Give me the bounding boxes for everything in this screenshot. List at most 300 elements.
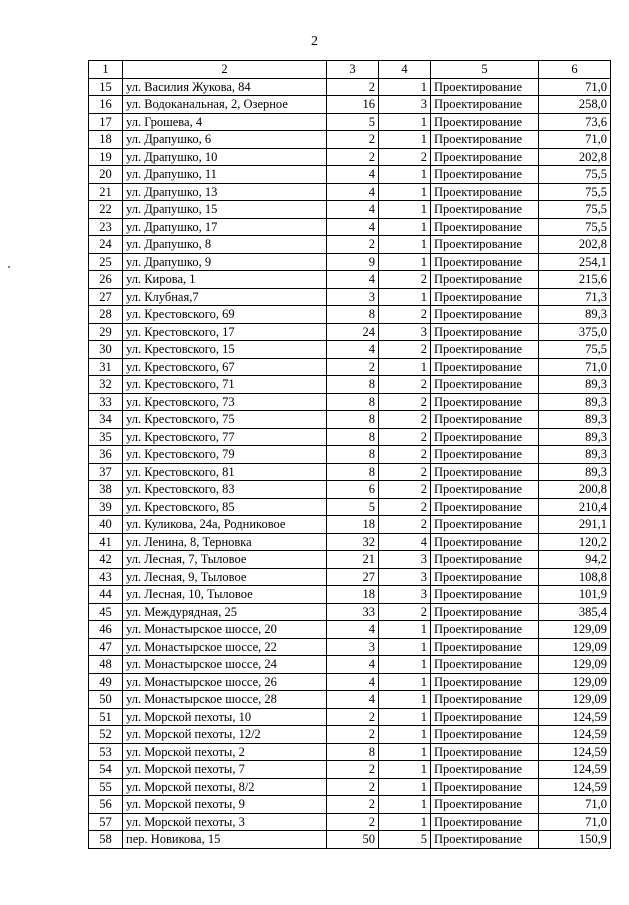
address-cell: ул. Драпушко, 6 xyxy=(123,131,327,149)
amount-cell: 89,3 xyxy=(539,306,611,324)
col4-value-cell: 1 xyxy=(379,78,431,96)
stage-cell: Проектирование xyxy=(431,603,539,621)
amount-cell: 210,4 xyxy=(539,498,611,516)
row-number-cell: 17 xyxy=(89,113,123,131)
col4-value-cell: 1 xyxy=(379,166,431,184)
col4-value-cell: 1 xyxy=(379,778,431,796)
address-cell: ул. Крестовского, 69 xyxy=(123,306,327,324)
col4-value-cell: 1 xyxy=(379,253,431,271)
stage-cell: Проектирование xyxy=(431,568,539,586)
col3-value-cell: 2 xyxy=(327,761,379,779)
stage-cell: Проектирование xyxy=(431,691,539,709)
row-number-cell: 58 xyxy=(89,831,123,849)
address-cell: ул. Василия Жукова, 84 xyxy=(123,78,327,96)
col4-value-cell: 1 xyxy=(379,218,431,236)
col3-value-cell: 50 xyxy=(327,831,379,849)
amount-cell: 375,0 xyxy=(539,323,611,341)
col4-value-cell: 1 xyxy=(379,183,431,201)
col3-value-cell: 3 xyxy=(327,638,379,656)
table-row xyxy=(89,113,611,131)
stage-cell: Проектирование xyxy=(431,708,539,726)
col4-value-cell: 1 xyxy=(379,113,431,131)
stage-cell: Проектирование xyxy=(431,813,539,831)
address-cell: пер. Новикова, 15 xyxy=(123,831,327,849)
stage-cell: Проектирование xyxy=(431,148,539,166)
row-number-cell: 29 xyxy=(89,323,123,341)
row-number-cell: 18 xyxy=(89,131,123,149)
col4-value-cell: 2 xyxy=(379,341,431,359)
address-cell: ул. Крестовского, 83 xyxy=(123,481,327,499)
table-row xyxy=(89,288,611,306)
col3-value-cell: 8 xyxy=(327,411,379,429)
row-number-cell: 42 xyxy=(89,551,123,569)
stage-cell: Проектирование xyxy=(431,166,539,184)
col3-value-cell: 33 xyxy=(327,603,379,621)
column-header: 5 xyxy=(431,61,539,79)
address-cell: ул. Лесная, 9, Тыловое xyxy=(123,568,327,586)
row-number-cell: 20 xyxy=(89,166,123,184)
address-cell: ул. Крестовского, 77 xyxy=(123,428,327,446)
col4-value-cell: 2 xyxy=(379,498,431,516)
table-row xyxy=(89,481,611,499)
col3-value-cell: 9 xyxy=(327,253,379,271)
table-row xyxy=(89,358,611,376)
col3-value-cell: 3 xyxy=(327,288,379,306)
amount-cell: 89,3 xyxy=(539,393,611,411)
stage-cell: Проектирование xyxy=(431,428,539,446)
address-cell: ул. Морской пехоты, 12/2 xyxy=(123,726,327,744)
table-row xyxy=(89,796,611,814)
table-body xyxy=(89,78,611,848)
table-row xyxy=(89,691,611,709)
table-row xyxy=(89,428,611,446)
amount-cell: 71,0 xyxy=(539,813,611,831)
row-number-cell: 15 xyxy=(89,78,123,96)
stage-cell: Проектирование xyxy=(431,498,539,516)
amount-cell: 129,09 xyxy=(539,673,611,691)
table-row xyxy=(89,96,611,114)
col3-value-cell: 2 xyxy=(327,726,379,744)
row-number-cell: 37 xyxy=(89,463,123,481)
amount-cell: 75,5 xyxy=(539,183,611,201)
amount-cell: 129,09 xyxy=(539,638,611,656)
stage-cell: Проектирование xyxy=(431,796,539,814)
amount-cell: 75,5 xyxy=(539,341,611,359)
col3-value-cell: 4 xyxy=(327,341,379,359)
address-cell: ул. Грошева, 4 xyxy=(123,113,327,131)
row-number-cell: 32 xyxy=(89,376,123,394)
column-header: 6 xyxy=(539,61,611,79)
table-row xyxy=(89,621,611,639)
row-number-cell: 41 xyxy=(89,533,123,551)
col3-value-cell: 4 xyxy=(327,183,379,201)
stage-cell: Проектирование xyxy=(431,463,539,481)
col4-value-cell: 1 xyxy=(379,691,431,709)
amount-cell: 94,2 xyxy=(539,551,611,569)
table-row xyxy=(89,708,611,726)
col3-value-cell: 6 xyxy=(327,481,379,499)
col4-value-cell: 2 xyxy=(379,463,431,481)
column-header: 4 xyxy=(379,61,431,79)
col4-value-cell: 1 xyxy=(379,726,431,744)
table-row xyxy=(89,271,611,289)
row-number-cell: 48 xyxy=(89,656,123,674)
address-cell: ул. Монастырское шоссе, 26 xyxy=(123,673,327,691)
col4-value-cell: 1 xyxy=(379,761,431,779)
address-cell: ул. Монастырское шоссе, 22 xyxy=(123,638,327,656)
table-row xyxy=(89,148,611,166)
row-number-cell: 46 xyxy=(89,621,123,639)
col4-value-cell: 2 xyxy=(379,603,431,621)
col4-value-cell: 2 xyxy=(379,148,431,166)
col4-value-cell: 1 xyxy=(379,656,431,674)
col4-value-cell: 5 xyxy=(379,831,431,849)
row-number-cell: 43 xyxy=(89,568,123,586)
amount-cell: 258,0 xyxy=(539,96,611,114)
row-number-cell: 27 xyxy=(89,288,123,306)
stage-cell: Проектирование xyxy=(431,673,539,691)
col4-value-cell: 3 xyxy=(379,96,431,114)
row-number-cell: 35 xyxy=(89,428,123,446)
table-row xyxy=(89,568,611,586)
table-row xyxy=(89,323,611,341)
address-cell: ул. Монастырское шоссе, 28 xyxy=(123,691,327,709)
amount-cell: 254,1 xyxy=(539,253,611,271)
stage-cell: Проектирование xyxy=(431,218,539,236)
row-number-cell: 31 xyxy=(89,358,123,376)
col4-value-cell: 2 xyxy=(379,306,431,324)
amount-cell: 75,5 xyxy=(539,166,611,184)
amount-cell: 291,1 xyxy=(539,516,611,534)
col3-value-cell: 2 xyxy=(327,358,379,376)
table-row xyxy=(89,533,611,551)
table-row xyxy=(89,306,611,324)
col3-value-cell: 2 xyxy=(327,778,379,796)
row-number-cell: 22 xyxy=(89,201,123,219)
table-row xyxy=(89,673,611,691)
amount-cell: 101,9 xyxy=(539,586,611,604)
stage-cell: Проектирование xyxy=(431,393,539,411)
table-row xyxy=(89,236,611,254)
col4-value-cell: 2 xyxy=(379,428,431,446)
col4-value-cell: 3 xyxy=(379,568,431,586)
row-number-cell: 53 xyxy=(89,743,123,761)
col4-value-cell: 2 xyxy=(379,376,431,394)
row-number-cell: 21 xyxy=(89,183,123,201)
col3-value-cell: 2 xyxy=(327,796,379,814)
stage-cell: Проектирование xyxy=(431,271,539,289)
stage-cell: Проектирование xyxy=(431,113,539,131)
col4-value-cell: 2 xyxy=(379,481,431,499)
col3-value-cell: 4 xyxy=(327,271,379,289)
address-cell: ул. Кирова, 1 xyxy=(123,271,327,289)
col3-value-cell: 5 xyxy=(327,113,379,131)
stage-cell: Проектирование xyxy=(431,288,539,306)
stage-cell: Проектирование xyxy=(431,78,539,96)
row-number-cell: 38 xyxy=(89,481,123,499)
address-cell: ул. Крестовского, 71 xyxy=(123,376,327,394)
col3-value-cell: 2 xyxy=(327,708,379,726)
address-cell: ул. Междурядная, 25 xyxy=(123,603,327,621)
stage-cell: Проектирование xyxy=(431,481,539,499)
table-row xyxy=(89,446,611,464)
row-number-cell: 26 xyxy=(89,271,123,289)
amount-cell: 124,59 xyxy=(539,726,611,744)
row-number-cell: 51 xyxy=(89,708,123,726)
address-cell: ул. Монастырское шоссе, 20 xyxy=(123,621,327,639)
amount-cell: 89,3 xyxy=(539,463,611,481)
row-number-cell: 40 xyxy=(89,516,123,534)
table-row xyxy=(89,831,611,849)
column-header: 3 xyxy=(327,61,379,79)
row-number-cell: 30 xyxy=(89,341,123,359)
col4-value-cell: 1 xyxy=(379,201,431,219)
table-row xyxy=(89,586,611,604)
address-cell: ул. Драпушко, 10 xyxy=(123,148,327,166)
address-cell: ул. Драпушко, 17 xyxy=(123,218,327,236)
row-number-cell: 16 xyxy=(89,96,123,114)
col3-value-cell: 4 xyxy=(327,673,379,691)
col4-value-cell: 3 xyxy=(379,586,431,604)
col4-value-cell: 1 xyxy=(379,708,431,726)
header-row xyxy=(89,61,611,79)
table-row xyxy=(89,778,611,796)
col3-value-cell: 2 xyxy=(327,813,379,831)
amount-cell: 202,8 xyxy=(539,148,611,166)
col4-value-cell: 2 xyxy=(379,411,431,429)
col4-value-cell: 1 xyxy=(379,131,431,149)
table-row xyxy=(89,183,611,201)
col4-value-cell: 2 xyxy=(379,271,431,289)
amount-cell: 89,3 xyxy=(539,428,611,446)
stage-cell: Проектирование xyxy=(431,638,539,656)
row-number-cell: 28 xyxy=(89,306,123,324)
scan-speck xyxy=(8,266,10,268)
stage-cell: Проектирование xyxy=(431,306,539,324)
stage-cell: Проектирование xyxy=(431,131,539,149)
col3-value-cell: 18 xyxy=(327,516,379,534)
column-header: 2 xyxy=(123,61,327,79)
col3-value-cell: 2 xyxy=(327,148,379,166)
address-cell: ул. Морской пехоты, 9 xyxy=(123,796,327,814)
col3-value-cell: 8 xyxy=(327,428,379,446)
address-cell: ул. Клубная,7 xyxy=(123,288,327,306)
table-row xyxy=(89,411,611,429)
amount-cell: 124,59 xyxy=(539,743,611,761)
col4-value-cell: 1 xyxy=(379,288,431,306)
stage-cell: Проектирование xyxy=(431,516,539,534)
row-number-cell: 50 xyxy=(89,691,123,709)
table-row xyxy=(89,603,611,621)
col3-value-cell: 4 xyxy=(327,656,379,674)
stage-cell: Проектирование xyxy=(431,411,539,429)
address-cell: ул. Крестовского, 67 xyxy=(123,358,327,376)
table-row xyxy=(89,218,611,236)
stage-cell: Проектирование xyxy=(431,586,539,604)
amount-cell: 73,6 xyxy=(539,113,611,131)
row-number-cell: 34 xyxy=(89,411,123,429)
stage-cell: Проектирование xyxy=(431,358,539,376)
stage-cell: Проектирование xyxy=(431,341,539,359)
row-number-cell: 39 xyxy=(89,498,123,516)
address-cell: ул. Драпушко, 15 xyxy=(123,201,327,219)
amount-cell: 75,5 xyxy=(539,201,611,219)
table-row xyxy=(89,341,611,359)
stage-cell: Проектирование xyxy=(431,253,539,271)
col3-value-cell: 8 xyxy=(327,393,379,411)
table-row xyxy=(89,131,611,149)
stage-cell: Проектирование xyxy=(431,201,539,219)
row-number-cell: 56 xyxy=(89,796,123,814)
address-cell: ул. Крестовского, 17 xyxy=(123,323,327,341)
col3-value-cell: 8 xyxy=(327,446,379,464)
col4-value-cell: 1 xyxy=(379,743,431,761)
amount-cell: 202,8 xyxy=(539,236,611,254)
address-cell: ул. Крестовского, 15 xyxy=(123,341,327,359)
address-cell: ул. Крестовского, 85 xyxy=(123,498,327,516)
table-row xyxy=(89,761,611,779)
col3-value-cell: 5 xyxy=(327,498,379,516)
col3-value-cell: 2 xyxy=(327,78,379,96)
amount-cell: 150,9 xyxy=(539,831,611,849)
col4-value-cell: 3 xyxy=(379,551,431,569)
col4-value-cell: 2 xyxy=(379,516,431,534)
col4-value-cell: 1 xyxy=(379,358,431,376)
stage-cell: Проектирование xyxy=(431,96,539,114)
address-cell: ул. Морской пехоты, 8/2 xyxy=(123,778,327,796)
row-number-cell: 23 xyxy=(89,218,123,236)
stage-cell: Проектирование xyxy=(431,621,539,639)
col3-value-cell: 18 xyxy=(327,586,379,604)
col3-value-cell: 4 xyxy=(327,691,379,709)
row-number-cell: 25 xyxy=(89,253,123,271)
page-number: 2 xyxy=(311,34,318,49)
col3-value-cell: 24 xyxy=(327,323,379,341)
table-row xyxy=(89,498,611,516)
col3-value-cell: 32 xyxy=(327,533,379,551)
stage-cell: Проектирование xyxy=(431,551,539,569)
amount-cell: 71,0 xyxy=(539,131,611,149)
row-number-cell: 57 xyxy=(89,813,123,831)
col3-value-cell: 16 xyxy=(327,96,379,114)
table-row xyxy=(89,393,611,411)
amount-cell: 129,09 xyxy=(539,656,611,674)
table-row xyxy=(89,201,611,219)
amount-cell: 215,6 xyxy=(539,271,611,289)
col3-value-cell: 4 xyxy=(327,201,379,219)
col4-value-cell: 2 xyxy=(379,393,431,411)
col3-value-cell: 21 xyxy=(327,551,379,569)
address-cell: ул. Драпушко, 8 xyxy=(123,236,327,254)
col3-value-cell: 2 xyxy=(327,236,379,254)
row-number-cell: 47 xyxy=(89,638,123,656)
col4-value-cell: 2 xyxy=(379,446,431,464)
row-number-cell: 19 xyxy=(89,148,123,166)
table-row xyxy=(89,166,611,184)
table-row xyxy=(89,638,611,656)
address-cell: ул. Ленина, 8, Терновка xyxy=(123,533,327,551)
stage-cell: Проектирование xyxy=(431,446,539,464)
col4-value-cell: 1 xyxy=(379,236,431,254)
address-cell: ул. Крестовского, 79 xyxy=(123,446,327,464)
col4-value-cell: 1 xyxy=(379,673,431,691)
stage-cell: Проектирование xyxy=(431,743,539,761)
col4-value-cell: 3 xyxy=(379,323,431,341)
address-cell: ул. Монастырское шоссе, 24 xyxy=(123,656,327,674)
address-cell: ул. Лесная, 10, Тыловое xyxy=(123,586,327,604)
stage-cell: Проектирование xyxy=(431,726,539,744)
row-number-cell: 33 xyxy=(89,393,123,411)
amount-cell: 71,3 xyxy=(539,288,611,306)
address-cell: ул. Морской пехоты, 2 xyxy=(123,743,327,761)
amount-cell: 124,59 xyxy=(539,708,611,726)
row-number-cell: 36 xyxy=(89,446,123,464)
col3-value-cell: 4 xyxy=(327,166,379,184)
row-number-cell: 45 xyxy=(89,603,123,621)
address-cell: ул. Крестовского, 75 xyxy=(123,411,327,429)
amount-cell: 129,09 xyxy=(539,691,611,709)
table-row xyxy=(89,551,611,569)
amount-cell: 124,59 xyxy=(539,778,611,796)
col3-value-cell: 4 xyxy=(327,621,379,639)
amount-cell: 89,3 xyxy=(539,411,611,429)
amount-cell: 71,0 xyxy=(539,358,611,376)
col4-value-cell: 1 xyxy=(379,813,431,831)
row-number-cell: 55 xyxy=(89,778,123,796)
address-cell: ул. Драпушко, 9 xyxy=(123,253,327,271)
row-number-cell: 52 xyxy=(89,726,123,744)
stage-cell: Проектирование xyxy=(431,183,539,201)
col4-value-cell: 1 xyxy=(379,621,431,639)
table-row xyxy=(89,813,611,831)
row-number-cell: 44 xyxy=(89,586,123,604)
amount-cell: 129,09 xyxy=(539,621,611,639)
address-cell: ул. Крестовского, 73 xyxy=(123,393,327,411)
col3-value-cell: 27 xyxy=(327,568,379,586)
address-cell: ул. Водоканальная, 2, Озерное xyxy=(123,96,327,114)
stage-cell: Проектирование xyxy=(431,323,539,341)
amount-cell: 385,4 xyxy=(539,603,611,621)
col3-value-cell: 4 xyxy=(327,218,379,236)
amount-cell: 89,3 xyxy=(539,446,611,464)
amount-cell: 108,8 xyxy=(539,568,611,586)
col3-value-cell: 8 xyxy=(327,463,379,481)
row-number-cell: 49 xyxy=(89,673,123,691)
stage-cell: Проектирование xyxy=(431,236,539,254)
stage-cell: Проектирование xyxy=(431,376,539,394)
table-row xyxy=(89,78,611,96)
col3-value-cell: 8 xyxy=(327,743,379,761)
stage-cell: Проектирование xyxy=(431,778,539,796)
amount-cell: 120,2 xyxy=(539,533,611,551)
amount-cell: 200,8 xyxy=(539,481,611,499)
table-row xyxy=(89,726,611,744)
amount-cell: 71,0 xyxy=(539,796,611,814)
stage-cell: Проектирование xyxy=(431,761,539,779)
address-cell: ул. Морской пехоты, 10 xyxy=(123,708,327,726)
address-cell: ул. Морской пехоты, 7 xyxy=(123,761,327,779)
col4-value-cell: 1 xyxy=(379,638,431,656)
amount-cell: 71,0 xyxy=(539,78,611,96)
table-row xyxy=(89,463,611,481)
address-cell: ул. Лесная, 7, Тыловое xyxy=(123,551,327,569)
col4-value-cell: 1 xyxy=(379,796,431,814)
col3-value-cell: 8 xyxy=(327,306,379,324)
table-row xyxy=(89,656,611,674)
table-row xyxy=(89,376,611,394)
table-row xyxy=(89,743,611,761)
table-row xyxy=(89,253,611,271)
